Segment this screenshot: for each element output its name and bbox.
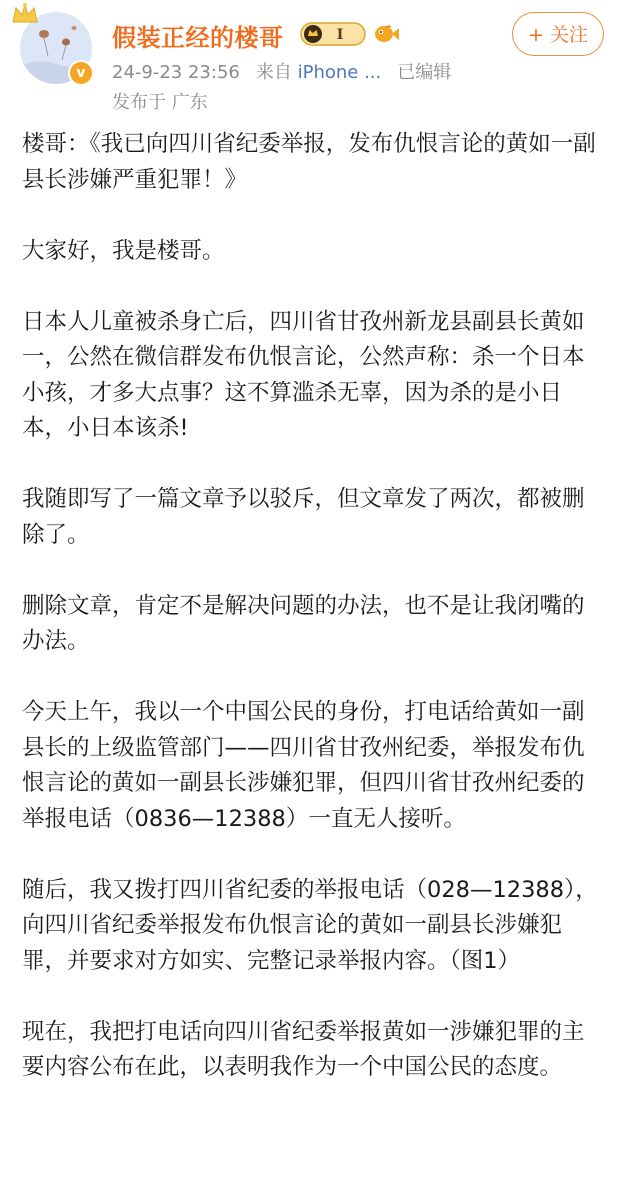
vip-level-badge-icon <box>300 22 366 46</box>
post-body <box>22 127 602 1121</box>
post-meta <box>112 58 451 84</box>
verified-badge-icon: v <box>68 60 94 86</box>
follow-button[interactable]: + 关注 <box>512 12 604 56</box>
user-badges <box>300 20 400 48</box>
post-paragraph: 随后，我又拨打四川省纪委的举报电话（028—12388），向四川省纪委举报发布仇恨言论的黄如一副县长涉嫌犯罪，并要求对方如实、完整记录举报内容。（图1） <box>22 876 598 974</box>
post-paragraph: 现在，我把打电话向四川省纪委举报黄如一涉嫌犯罪的主要内容公布在此，以表明我作为一个中国公民的态度。 <box>22 1018 585 1080</box>
post-header <box>0 0 624 118</box>
post-paragraph: 楼哥：《我已向四川省纪委举报，发布仇恨言论的黄如一副县长涉嫌严重犯罪！》 <box>22 131 596 193</box>
fish-icon <box>372 22 400 46</box>
post-paragraph: 大家好，我是楼哥。 <box>22 237 225 264</box>
post-paragraph: 今天上午，我以一个中国公民的身份，打电话给黄如一副县长的上级监管部门——四川省甘孜州纪委，举报发布仇恨言论的黄如一副县长涉嫌犯罪，但四川省甘孜州纪委的举报电话（0836—12388）一直无人接听。 <box>22 699 585 832</box>
username[interactable]: 假装正经的楼哥 <box>112 24 284 52</box>
post-location: 发布于 广东 <box>112 92 208 113</box>
post-paragraph: 日本人儿童被杀身亡后，四川省甘孜州新龙县副县长黄如一，公然在微信群发布仇恨言论，公然声称：杀一个日本小孩，才多大点事？这不算滥杀无辜，因为杀的是小日本，小日本该杀! <box>22 308 585 441</box>
source-prefix: 来自 <box>255 62 292 83</box>
post-timestamp: 24-9-23 23:56 <box>112 62 240 83</box>
post-paragraph: 我随即写了一篇文章予以驳斥，但文章发了两次，都被删除了。 <box>22 486 585 548</box>
edited-label[interactable]: 已编辑 <box>397 62 452 83</box>
badge-level-text: I <box>336 27 344 43</box>
crown-icon <box>10 2 40 26</box>
avatar[interactable] <box>20 12 92 84</box>
source-device-link[interactable]: iPhone ... <box>297 62 382 83</box>
post-paragraph: 删除文章，肯定不是解决问题的办法，也不是让我闭嘴的办法。 <box>22 592 585 654</box>
